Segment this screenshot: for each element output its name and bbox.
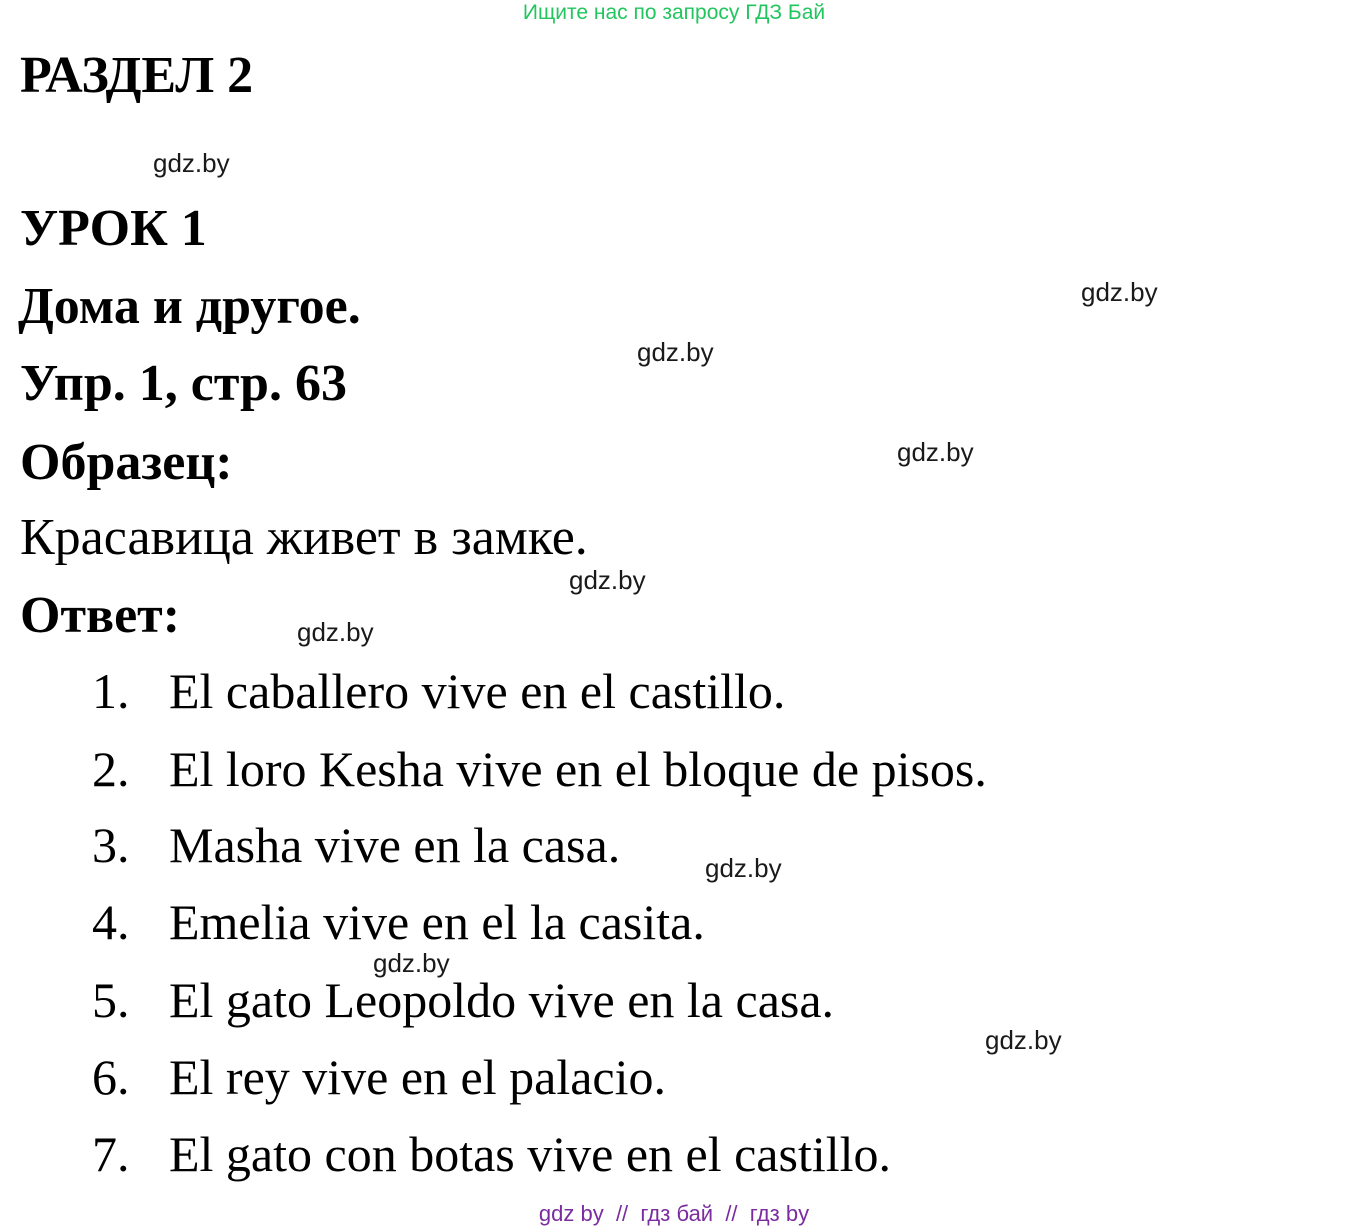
watermark: gdz.by (297, 617, 374, 647)
watermark: gdz.by (153, 148, 230, 178)
watermark: gdz.by (1081, 277, 1158, 307)
answer-number: 3. (92, 817, 130, 873)
exercise-reference: Упр. 1, стр. 63 (20, 355, 347, 412)
answer-number: 6. (92, 1049, 130, 1105)
answer-number: 4. (92, 894, 130, 950)
answer-text: Emelia vive en el la casita. (169, 894, 705, 950)
lesson-title: УРОК 1 (20, 200, 207, 257)
answer-item (92, 741, 987, 797)
footer: gdz by // гдз бай // гдз by (538, 1201, 810, 1226)
answer-number: 2. (92, 741, 130, 797)
watermark: gdz.by (897, 437, 974, 467)
watermark: gdz.by (705, 853, 782, 883)
answer-text: El loro Kesha vive en el bloque de pisos. (169, 741, 987, 797)
answer-item (92, 663, 786, 719)
topic-title: Дома и другое. (18, 278, 361, 335)
answer-number: 1. (92, 663, 130, 719)
answer-number: 5. (92, 972, 130, 1028)
answer-item (92, 972, 835, 1028)
answer-item (92, 817, 621, 873)
section-title: РАЗДЕЛ 2 (20, 47, 254, 104)
answer-text: El gato con botas vive en el castillo. (169, 1126, 892, 1182)
answer-text: Masha vive en la casa. (169, 817, 621, 873)
answer-item (92, 1049, 666, 1105)
answer-text: El caballero vive en el castillo. (169, 663, 786, 719)
sample-text: Красавица живет в замке. (20, 509, 588, 566)
answer-item (92, 894, 705, 950)
answer-number: 7. (92, 1126, 130, 1182)
sample-label: Образец: (20, 434, 233, 491)
top-banner: Ищите нас по запросу ГДЗ Бай (522, 1, 826, 24)
answer-text: El gato Leopoldo vive en la casa. (169, 972, 835, 1028)
answer-label: Ответ: (20, 587, 181, 644)
watermark: gdz.by (569, 565, 646, 595)
answer-text: El rey vive en el palacio. (169, 1049, 666, 1105)
answer-item (92, 1126, 892, 1182)
watermark: gdz.by (637, 337, 714, 367)
watermark: gdz.by (373, 948, 450, 978)
watermark: gdz.by (985, 1025, 1062, 1055)
